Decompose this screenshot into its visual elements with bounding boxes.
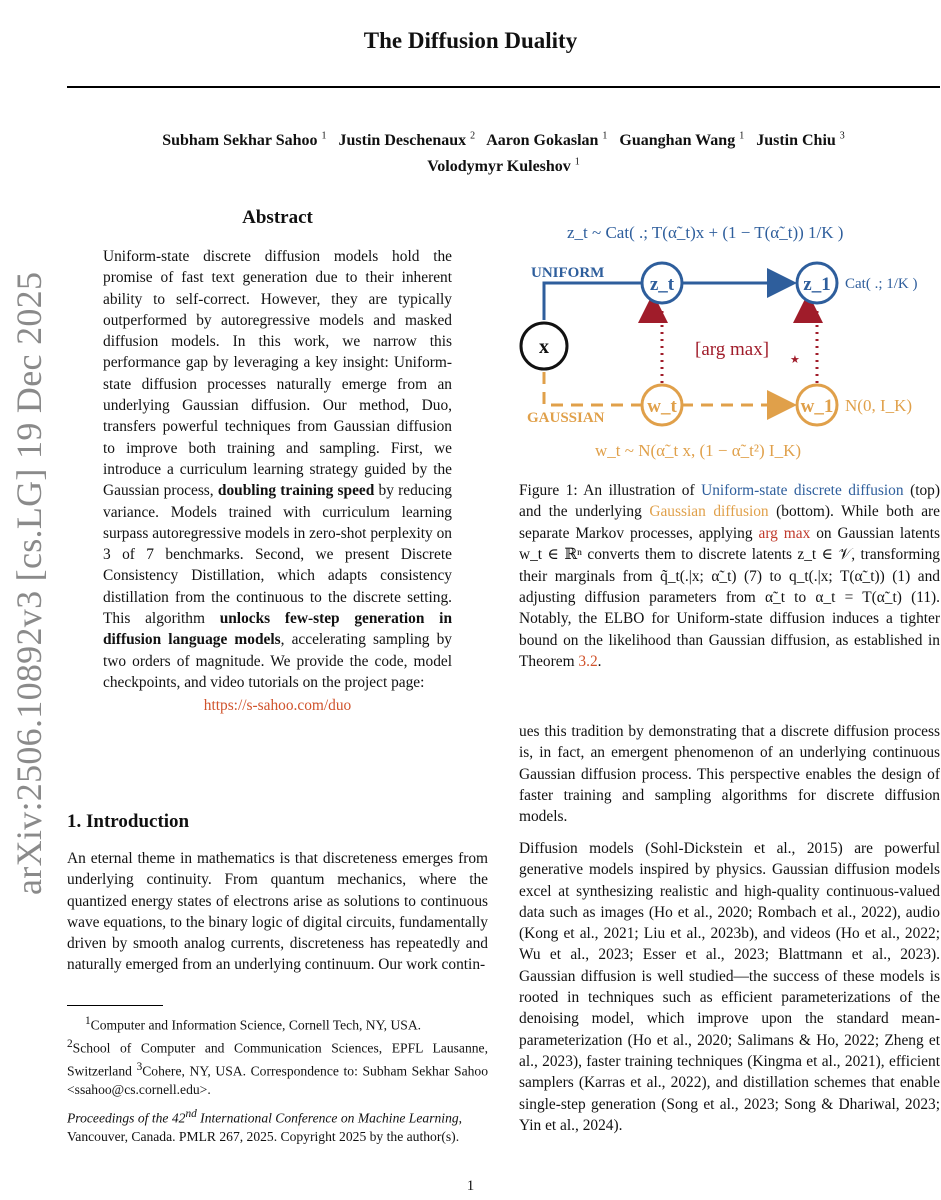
node-x-label: x [539, 336, 549, 358]
node-z1-label: z_1 [803, 274, 831, 295]
page-number: 1 [466, 1178, 475, 1194]
section-heading-introduction: 1. Introduction [67, 811, 190, 832]
node-wt-label: w_t [647, 396, 677, 417]
theorem-ref-link[interactable]: 3.2 [578, 653, 598, 671]
paper-title: The Diffusion Duality [363, 28, 578, 53]
author: Subham Sekhar Sahoo $^1$ [162, 131, 327, 150]
z1-distribution: Cat( .; 1/K ) [845, 276, 918, 292]
uniform-label: UNIFORM [531, 265, 605, 281]
author: Guanghan Wang $^1$ [619, 131, 745, 150]
node-w1-label: w_1 [800, 396, 834, 417]
w1-distribution: N(0, I_K) [845, 396, 913, 415]
arxiv-identifier: arXiv:2506.10892v3 [cs.LG] 19 Dec 2025 [9, 271, 49, 895]
argmax-label: [arg max] [695, 339, 770, 360]
footnote-rule [67, 1005, 163, 1006]
author: Volodymyr Kuleshov $^1$ [427, 156, 580, 175]
intro-paragraph-1: An eternal theme in mathematics is that discreteness emerges from underlying continuity. From quantum mechanics, where the quantized energy states of electrons arise as solutions to continuous wave equations, to the binary logic of digital circuits, fundamentally driven by smooth analog currents, discreteness has repeatedly and naturally emerged from an underlying continuum. Our work contin- [67, 850, 488, 974]
author: Justin Chiu $^3$ [756, 131, 845, 150]
node-zt-label: z_t [649, 274, 675, 295]
figure-1-caption: Figure 1: An illustration of Uniform-state discrete diffusion (top) and the underlying Gaussian diffusion (bottom). While both are separate Markov processes, applying arg max on Gaussian latents w_t ∈ ℝⁿ converts them to discrete latents z_t ∈ 𝒱, transforming their marginals from q̃_t(.|x; α̃_t) (7) to q_t(.|x; T(α̃_t)) (1) and adjusting diffusion parameters from α̃_t to α_t = T(α̃_t) (11). Notably, the ELBO for Uniform-state diffusion induces a tighter bound on the likelihood than Gaussian diffusion, as established in Theorem 3.2. [519, 482, 941, 671]
argmax-star: ★ [790, 354, 800, 366]
abstract-heading: Abstract [242, 207, 313, 228]
abstract-bold-1: doubling training speed [217, 482, 375, 500]
footnotes: $^1$Computer and Information Science, Cornell Tech, NY, USA. $^2$School of Computer and Communication Sciences, EPFL Lausanne, Switzerland $^3$Cohere, NY, USA. Correspondence to: Subham Sekhar Sahoo <ssahoo@cs.cornell.edu>. [67, 1015, 489, 1098]
project-page-link[interactable]: https://s-sahoo.com/duo [203, 697, 352, 715]
bottom-equation: w_t ~ N(α̃_t x, (1 − α̃_t²) I_K) [595, 441, 802, 460]
gaussian-label: GAUSSIAN [527, 410, 605, 426]
abstract-bold-2: unlocks few-step generation in diffusion language models [103, 610, 452, 649]
abstract-body: Uniform-state discrete diffusion models hold the promise of fast text generation due to their inherent ability to self-correct. However, they are typically outperformed by autoregressive models and masked diffusion models. In this work, we narrow this performance gap by leveraging a key insight: Uniform-state diffusion processes naturally emerge from an underlying Gaussian diffusion. Our method, Duo, transfers powerful techniques from Gaussian diffusion to improve both training and sampling. First, we introduce a curriculum learning strategy guided by the Gaussian process, doubling training speed by reducing variance. Models trained with curriculum learning surpass autoregressive models in zero-shot perplexity on 3 of 7 benchmarks. Second, we present Discrete Consistency Distillation, which adapts consistency distillation from the continuous to the discrete setting. This algorithm unlocks few-step generation in diffusion language models, accelerating sampling by two orders of magnitude. We provide the code, model checkpoints, and video tutorials on the project page: https://s-sahoo.com/duo [103, 248, 452, 715]
proceedings-note: Proceedings of the 42nd International Conference on Machine Learning, Vancouver, Canada. PMLR 267, 2025. Copyright 2025 by the author(s). [67, 1108, 463, 1145]
title-rule-top [67, 86, 940, 88]
author: Justin Deschenaux $^2$ [338, 131, 476, 150]
uniform-path-line [544, 283, 641, 320]
gaussian-path-line [544, 372, 641, 405]
figure-1-diagram [519, 200, 940, 470]
top-equation: z_t ~ Cat( .; T(α̃_t)x + (1 − T(α̃_t)) 1/K ) [567, 223, 844, 242]
intro-paragraph-1-continued: ues this tradition by demonstrating that a discrete diffusion process is, in fact, an emergent phenomenon of an underlying continuous Gaussian diffusion process. This perspective enables the design of faster training and sampling algorithms for discrete diffusion models. [519, 723, 940, 826]
author: Aaron Gokaslan $^1$ [486, 131, 608, 150]
intro-paragraph-2: Diffusion models (Sohl-Dickstein et al., 2015) are powerful generative models inspired by physics. Gaussian diffusion models excel at synthesizing realistic and high-quality continuous-valued data such as images (Ho et al., 2020; Rombach et al., 2022), audio (Kong et al., 2021; Liu et al., 2023b), and videos (Ho et al., 2022; Wu et al., 2023; Esser et al., 2023; Blattmann et al., 2023). Gaussian diffusion is well studied—the success of these models is rooted in techniques such as efficient parameterizations of the denoising model, which improve upon the standard mean-parameterization (Ho et al., 2020; Salimans & Ho, 2022; Zheng et al., 2023), faster training techniques (Kingma et al., 2021), efficient samplers (Karras et al., 2022), and distillation schemes that enable single-step generation (Song et al., 2023; Song & Dhariwal, 2023; Yin et al., 2024). [519, 840, 940, 1134]
author-list [67, 126, 940, 177]
